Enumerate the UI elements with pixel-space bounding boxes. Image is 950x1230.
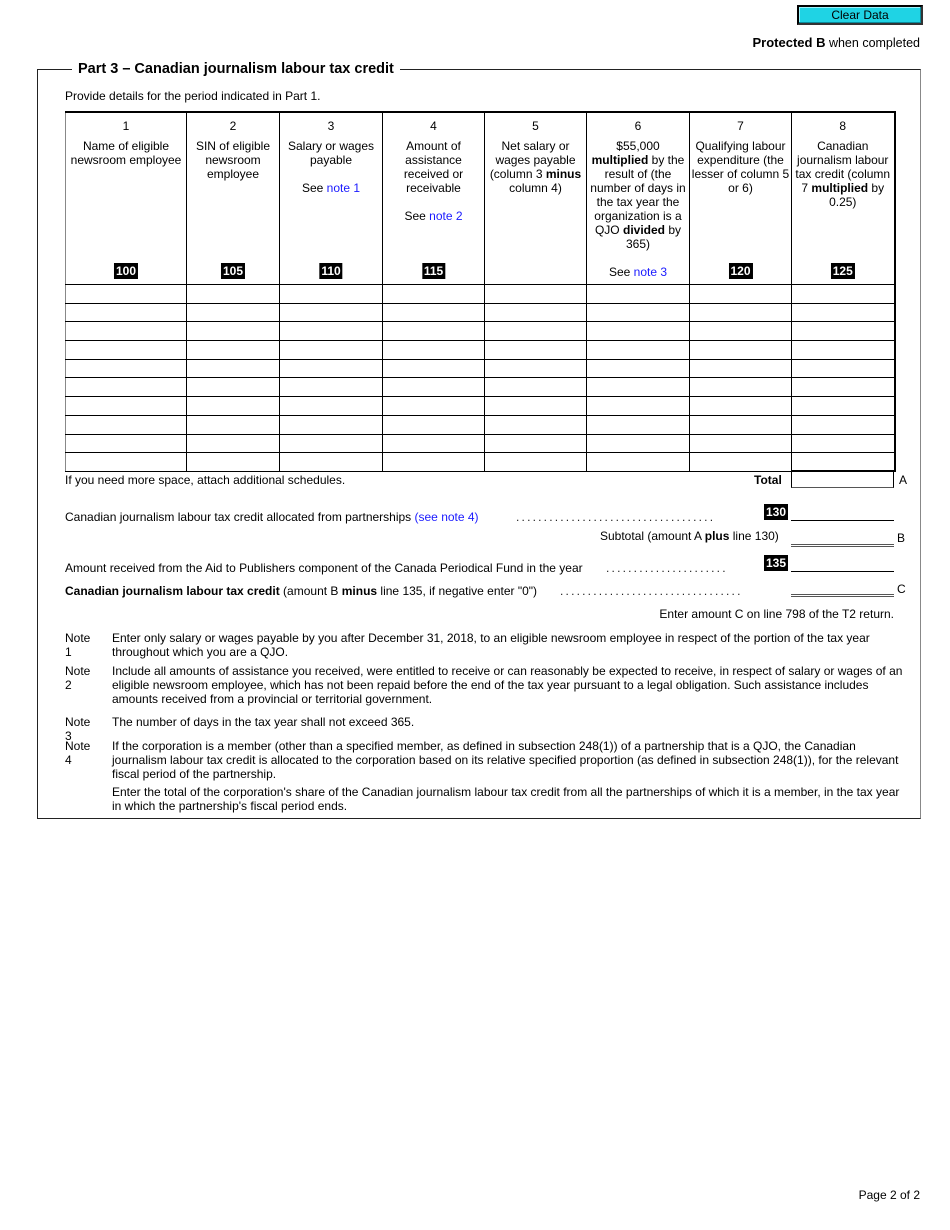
note-label: Note 2 — [65, 664, 91, 692]
cell-column-3[interactable] — [280, 303, 383, 322]
cell-column-1[interactable] — [66, 285, 187, 304]
column-header-2 — [187, 112, 280, 285]
line-code-130: 130 — [766, 505, 787, 519]
aid-line-label: Amount received from the Aid to Publishers component of the Canada Periodical Fund in the year — [65, 561, 583, 575]
cell-column-8[interactable] — [792, 303, 895, 322]
cell-column-7[interactable] — [690, 359, 792, 378]
column-header-4 — [383, 112, 485, 285]
column-label: Name of eligible newsroom employee — [70, 139, 182, 167]
column-number: 6 — [634, 119, 642, 133]
cell-column-1[interactable] — [66, 415, 187, 434]
amount-c-letter: C — [897, 582, 906, 596]
cell-column-3[interactable] — [280, 285, 383, 304]
clear-data-button[interactable]: Clear Data — [797, 5, 923, 25]
note-text: Enter the total of the corporation's share of the Canadian journalism labour tax credit from all the partnerships of which it is a member, in the tax year in which the partnership's fiscal period ends. — [112, 785, 900, 813]
line-code-120: 120 — [730, 264, 751, 278]
cell-column-7[interactable] — [690, 322, 792, 341]
cell-column-4[interactable] — [383, 415, 485, 434]
cell-column-2[interactable] — [187, 434, 280, 453]
cell-column-2[interactable] — [187, 359, 280, 378]
see-note-4-link[interactable]: (see note 4) — [414, 510, 479, 524]
cell-column-2[interactable] — [187, 415, 280, 434]
total-label: Total — [754, 473, 782, 487]
see-note-2-link[interactable]: note 2 — [429, 209, 463, 223]
cell-column-2[interactable] — [187, 285, 280, 304]
cell-column-7[interactable] — [690, 285, 792, 304]
cell-column-7[interactable] — [690, 434, 792, 453]
column-header-1 — [66, 112, 187, 285]
intro-text: Provide details for the period indicated in Part 1. — [65, 89, 321, 103]
note-label: Note 4 — [65, 739, 91, 767]
cell-column-2[interactable] — [187, 378, 280, 397]
credit-bold: Canadian journalism labour tax credit — [65, 584, 280, 598]
see-note-3-link[interactable]: note 3 — [633, 265, 668, 279]
cell-column-5[interactable] — [485, 285, 587, 304]
cell-column-5[interactable] — [485, 397, 587, 416]
amount-a-letter: A — [899, 473, 908, 487]
cell-column-7[interactable] — [690, 397, 792, 416]
enter-c-instruction: Enter amount C on line 798 of the T2 return. — [659, 607, 894, 621]
subtotal-b-input[interactable] — [791, 544, 894, 547]
column-label: Salary or wages payable — [287, 139, 375, 167]
see-prefix: See — [404, 209, 430, 223]
column-number: 4 — [430, 119, 437, 133]
see-note-1-link[interactable]: note 1 — [326, 181, 361, 195]
partnerships-text: Canadian journalism labour tax credit allocated from partnerships — [65, 510, 415, 524]
cell-column-6[interactable] — [587, 415, 690, 434]
dot-leader: .................................... — [516, 510, 716, 524]
subtotal-text-post: line 130) — [729, 529, 779, 543]
more-space-note: If you need more space, attach additional schedules. — [65, 473, 346, 487]
cell-column-8[interactable] — [792, 397, 895, 416]
cell-column-7[interactable] — [690, 341, 792, 360]
cell-column-1[interactable] — [66, 378, 187, 397]
table-row — [66, 378, 895, 397]
table-body — [66, 285, 895, 472]
column-header-5 — [485, 112, 587, 285]
protected-b-label — [753, 35, 920, 50]
column-header-6 — [587, 112, 690, 285]
cell-column-2[interactable] — [187, 453, 280, 472]
amount-b-letter: B — [897, 531, 906, 545]
cell-column-3[interactable] — [280, 434, 383, 453]
credit-c-input[interactable] — [791, 594, 894, 597]
cell-column-3[interactable] — [280, 453, 383, 472]
cell-column-6[interactable] — [587, 322, 690, 341]
cell-column-4[interactable] — [383, 397, 485, 416]
credit-minus: minus — [341, 584, 378, 598]
column-number: 8 — [839, 119, 847, 133]
cell-column-1[interactable] — [66, 322, 187, 341]
table-row — [66, 303, 895, 322]
cell-column-3[interactable] — [280, 415, 383, 434]
cell-column-5[interactable] — [485, 453, 587, 472]
column-header-3 — [280, 112, 383, 285]
cell-column-2[interactable] — [187, 341, 280, 360]
cell-column-2[interactable] — [187, 322, 280, 341]
see-note — [587, 265, 689, 279]
cell-column-8[interactable] — [792, 285, 895, 304]
line-code-110: 110 — [321, 264, 341, 278]
cell-column-3[interactable] — [280, 397, 383, 416]
note-label: Note 3 — [65, 715, 91, 743]
line-code-125: 125 — [832, 264, 853, 278]
cell-column-1[interactable] — [66, 359, 187, 378]
cell-column-1[interactable] — [66, 453, 187, 472]
cell-column-4[interactable] — [383, 359, 485, 378]
table-row — [66, 453, 895, 472]
cell-column-3[interactable] — [280, 359, 383, 378]
cell-column-5[interactable] — [485, 322, 587, 341]
see-note — [383, 209, 484, 223]
note-text: If the corporation is a member (other than a specified member, as defined in subsection 248(1)) of a partnership that is a QJO, the Canadian journalism labour tax credit is allocated to the corporation based on its relative specified proportion (as defined in subsection 248(1)), for the relevant fiscal period of the partnership. — [112, 739, 899, 781]
cell-column-6[interactable] — [587, 341, 690, 360]
page-number: Page 2 of 2 — [858, 1188, 920, 1202]
cell-column-6[interactable] — [587, 303, 690, 322]
see-prefix: See — [301, 181, 327, 195]
column-number: 2 — [229, 119, 237, 133]
cell-column-4[interactable] — [383, 285, 485, 304]
cell-column-6[interactable] — [587, 453, 690, 472]
cell-column-3[interactable] — [280, 341, 383, 360]
see-note — [280, 181, 382, 195]
cell-column-5[interactable] — [485, 341, 587, 360]
credit-text-post: line 135, if negative enter "0") — [377, 584, 538, 598]
cell-column-8[interactable] — [792, 322, 895, 341]
cell-column-8[interactable] — [792, 359, 895, 378]
cell-column-2[interactable] — [187, 303, 280, 322]
column-label: Canadian journalism labour tax credit (column 7 multiplied by 0.25) — [795, 139, 891, 209]
cell-column-3[interactable] — [280, 378, 383, 397]
cell-column-5[interactable] — [485, 378, 587, 397]
cell-column-2[interactable] — [187, 397, 280, 416]
cell-column-5[interactable] — [485, 359, 587, 378]
cell-column-6[interactable] — [587, 397, 690, 416]
cell-column-8[interactable] — [792, 378, 895, 397]
column-number: 7 — [737, 119, 744, 133]
cell-column-8[interactable] — [792, 341, 895, 360]
line-code-105: 105 — [222, 264, 244, 278]
part-title: Part 3 – Canadian journalism labour tax credit — [72, 61, 400, 77]
line-code-135: 135 — [766, 556, 787, 570]
total-a-input[interactable] — [791, 470, 894, 488]
cell-column-6[interactable] — [587, 285, 690, 304]
cell-column-4[interactable] — [383, 434, 485, 453]
cell-column-8[interactable] — [792, 415, 895, 434]
cell-column-8[interactable] — [792, 453, 895, 472]
see-prefix: See — [608, 265, 634, 279]
credit-text-pre: (amount B — [279, 584, 342, 598]
line-code-115: 115 — [423, 264, 444, 278]
column-label: Amount of assistance received or receivable — [403, 139, 464, 195]
cell-column-1[interactable] — [66, 303, 187, 322]
column-label: Qualifying labour expenditure (the lesser of column 5 or 6) — [691, 139, 790, 195]
cell-column-1[interactable] — [66, 434, 187, 453]
table-row — [66, 359, 895, 378]
cell-column-4[interactable] — [383, 378, 485, 397]
cell-column-7[interactable] — [690, 303, 792, 322]
column-label: SIN of eligible newsroom employee — [195, 139, 271, 181]
table-row — [66, 415, 895, 434]
cell-column-6[interactable] — [587, 434, 690, 453]
column-label: $55,000 multiplied by the result of (the number of days in the tax year the organization is a QJO divided by 365) — [590, 139, 686, 251]
line-130-input[interactable] — [791, 520, 894, 521]
column-label: Net salary or wages payable (column 3 minus column 4) — [489, 139, 582, 195]
cell-column-6[interactable] — [587, 359, 690, 378]
note-text: Enter only salary or wages payable by you after December 31, 2018, to an eligible newsroom employee in respect of the portion of the tax year throughout which you are a QJO. — [112, 631, 870, 659]
table-header-row — [66, 112, 895, 285]
table-row — [66, 397, 895, 416]
cell-column-4[interactable] — [383, 322, 485, 341]
subtotal-text-bold: plus — [704, 529, 730, 543]
cell-column-3[interactable] — [280, 322, 383, 341]
protected-b-bold: Protected B — [752, 35, 826, 50]
cell-column-5[interactable] — [485, 434, 587, 453]
line-135-input[interactable] — [791, 571, 894, 572]
note-text: The number of days in the tax year shall not exceed 365. — [112, 715, 415, 729]
dot-leader: ...................... — [606, 561, 728, 575]
column-header-8 — [792, 112, 895, 285]
employee-table — [65, 111, 896, 472]
cell-column-4[interactable] — [383, 453, 485, 472]
table-row — [66, 341, 895, 360]
column-number: 5 — [532, 119, 539, 133]
cell-column-5[interactable] — [485, 303, 587, 322]
cell-column-5[interactable] — [485, 415, 587, 434]
table-row — [66, 434, 895, 453]
table-row — [66, 285, 895, 304]
cell-column-1[interactable] — [66, 397, 187, 416]
cell-column-4[interactable] — [383, 303, 485, 322]
subtotal-label — [600, 529, 779, 543]
partnerships-line-label — [65, 510, 479, 524]
line-code-100: 100 — [115, 264, 137, 278]
subtotal-text-pre: Subtotal (amount A — [600, 529, 705, 543]
credit-line-label — [65, 584, 537, 598]
protected-b-rest: when completed — [825, 36, 920, 50]
cell-column-8[interactable] — [792, 434, 895, 453]
cell-column-7[interactable] — [690, 378, 792, 397]
cell-column-6[interactable] — [587, 378, 690, 397]
cell-column-7[interactable] — [690, 415, 792, 434]
note-label: Note 1 — [65, 631, 91, 659]
dot-leader: ................................. — [560, 584, 743, 598]
cell-column-1[interactable] — [66, 341, 187, 360]
cell-column-4[interactable] — [383, 341, 485, 360]
cell-column-7[interactable] — [690, 453, 792, 472]
column-number: 1 — [122, 119, 130, 133]
column-header-7 — [690, 112, 792, 285]
table-row — [66, 322, 895, 341]
note-text: Include all amounts of assistance you received, were entitled to receive or can reasonably be expected to receive, in respect of salary or wages of an eligible newsroom employee, which has not been repaid before the end of the tax year pursuant to a legal obligation. Such assistance includes amounts received from a provincial or territorial government. — [112, 664, 903, 706]
column-number: 3 — [327, 119, 335, 133]
